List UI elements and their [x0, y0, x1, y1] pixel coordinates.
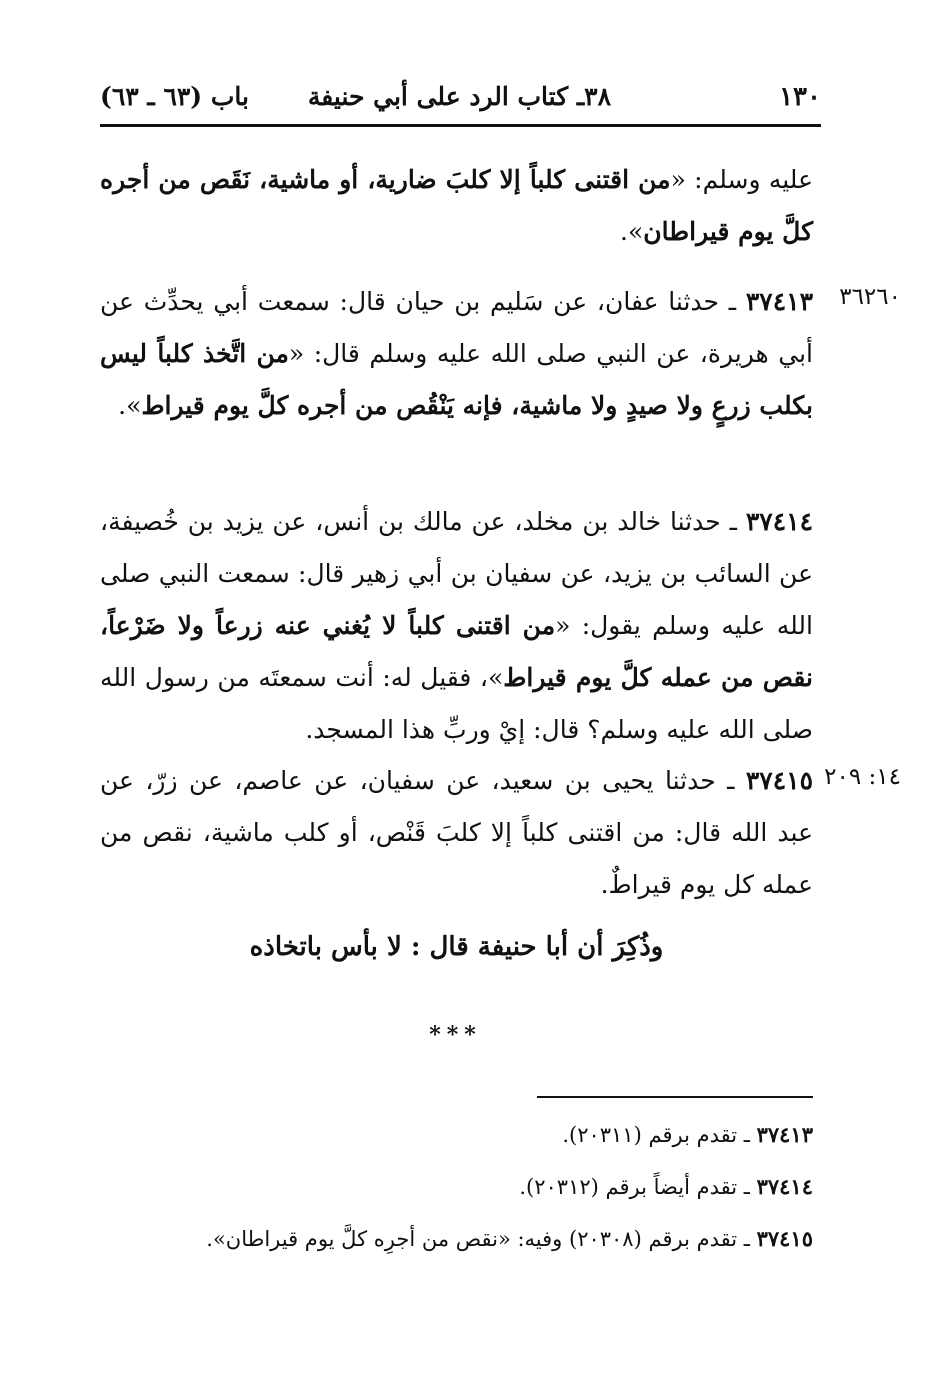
- footnote-number: ٣٧٤١٤: [756, 1174, 813, 1199]
- margin-reference: ٣٦٢٦٠: [839, 284, 901, 310]
- hadith-number: ٣٧٤١٣: [745, 287, 813, 316]
- footnote: [100, 1226, 813, 1251]
- closing-statement: وذُكِرَ أن أبا حنيفة قال : لا بأس باتخاذه: [249, 932, 664, 962]
- footnote-number: ٣٧٤١٥: [756, 1226, 813, 1251]
- hadith-paragraph: [100, 276, 813, 432]
- footnote-text: ـ تقدم أيضاً برقم (٢٠٣١٢).: [519, 1175, 757, 1199]
- hadith-number: ٣٧٤١٥: [745, 766, 813, 795]
- hadith-text: من اقتنى كلباً إلا كلبَ ضارية، أو ماشية، نَقَص من أجره كلَّ يوم قيراطان: [100, 165, 813, 246]
- footnote-number: ٣٧٤١٣: [756, 1122, 813, 1147]
- hadith-number: ٣٧٤١٤: [745, 507, 813, 536]
- footnote: [100, 1122, 813, 1147]
- paragraph-outro: ».: [118, 391, 142, 420]
- hadith-text: من اتَّخذ كلباً ليس بكلب زرعٍ ولا صيدٍ ولا ماشية، فإنه يَنْقُص من أجره كلَّ يوم قيراط: [100, 339, 813, 420]
- hadith-paragraph: [100, 496, 813, 756]
- paragraph-intro: ـ حدثنا عفان، عن سَليم بن حيان قال: سمعت أبي يحدِّث عن أبي هريرة، عن النبي صلى الله عليه وسلم قال: «: [100, 287, 813, 368]
- footnote: [100, 1174, 813, 1199]
- margin-reference: ١٤: ٢٠٩: [824, 764, 901, 790]
- paragraph-outro: »، فقيل له: أنت سمعتَه من رسول الله صلى الله عليه وسلم؟ قال: إيْ وربِّ هذا المسجد.: [100, 663, 813, 744]
- footnote-rule: [537, 1096, 813, 1098]
- hadith-paragraph: [100, 755, 813, 911]
- chapter-reference: باب (٦٣ ـ ٦٣): [100, 82, 249, 111]
- page-header: [100, 78, 821, 118]
- footnote-text: ـ تقدم برقم (٢٠٣٠٨) وفيه: «نقص من أجرِه كلَّ يوم قيراطان».: [206, 1227, 757, 1251]
- book-title: ٣٨ـ كتاب الرد على أبي حنيفة: [307, 82, 611, 111]
- paragraph-continuation: [100, 154, 813, 258]
- paragraph-intro: ـ حدثنا يحيى بن سعيد، عن سفيان، عن عاصم، عن زرّ، عن عبد الله قال: من اقتنى كلباً إلا كلبَ قَنْص، أو كلب ماشية، نقص من عمله كل يوم قيراطٌ.: [100, 766, 813, 899]
- page-number: ١٣٠: [779, 82, 821, 112]
- paragraph-intro: عليه وسلم: «: [670, 165, 813, 194]
- hadith-text: من اقتنى كلباً لا يُغني عنه زرعاً ولا ضَرْعاً، نقص من عمله كلَّ يوم قيراط: [100, 611, 813, 692]
- footnote-text: ـ تقدم برقم (٢٠٣١١).: [562, 1123, 757, 1147]
- paragraph-outro: ».: [620, 217, 644, 246]
- section-separator: ***: [429, 1022, 482, 1048]
- header-rule: [100, 124, 821, 127]
- paragraph-intro: ـ حدثنا خالد بن مخلد، عن مالك بن أنس، عن يزيد بن خُصيفة، عن السائب بن يزيد، عن سفيان بن أبي زهير قال: سمعت النبي صلى الله عليه وسلم يقول: «: [100, 507, 813, 640]
